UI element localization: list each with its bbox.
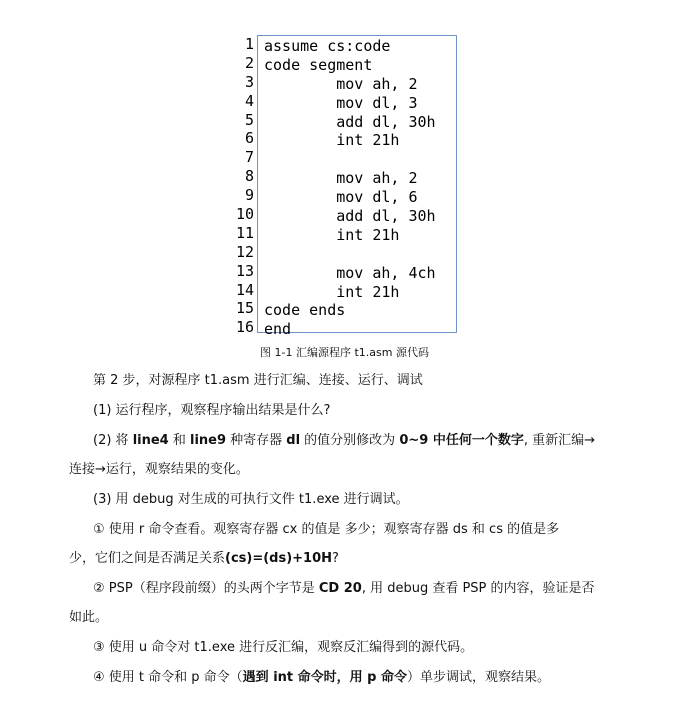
paragraph-question-2-cont: 连接→运行，观察结果的变化。 (69, 462, 249, 477)
line-number: 11 (235, 223, 254, 242)
line-number: 2 (244, 53, 254, 72)
paragraph-sub-4: ④ 使用 t 命令和 p 命令（遇到 int 命令时，用 p 命令）单步调试，观察结果。 (93, 670, 551, 685)
line-number: 8 (244, 167, 254, 186)
line-numbers (224, 35, 254, 337)
code-line: add dl, 30h (264, 207, 436, 226)
line-number: 7 (244, 148, 254, 167)
line-number: 16 (235, 318, 254, 337)
line-number: 13 (235, 261, 254, 280)
paragraph-question-2: (2) 将 line4 和 line9 种寄存器 dl 的值分别修改为 0~9 中任何一个数字, 重新汇编→ (93, 433, 595, 448)
code-line: int 21h (264, 225, 400, 244)
code-line (264, 150, 456, 169)
paragraph-step2: 第 2 步，对源程序 t1.asm 进行汇编、连接、运行、调试 (93, 373, 423, 388)
code-line: mov ah, 2 (264, 169, 418, 188)
line-number: 6 (244, 129, 254, 148)
code-line: end (264, 320, 292, 339)
code-line (264, 245, 456, 264)
code-line: mov ah, 2 (264, 74, 418, 93)
line-number: 15 (235, 299, 254, 318)
code-line: assume cs:code (264, 37, 391, 55)
code-line: int 21h (264, 131, 400, 150)
line-number: 5 (244, 110, 254, 129)
code-line: add dl, 30h (264, 112, 436, 131)
line-number: 1 (244, 35, 254, 53)
line-number: 14 (235, 280, 254, 299)
code-line: mov dl, 3 (264, 93, 418, 112)
line-number: 3 (244, 72, 254, 91)
code-line: code segment (264, 55, 373, 74)
code-line: code ends (264, 301, 346, 320)
code-line: int 21h (264, 282, 400, 301)
paragraph-sub-2-cont: 如此。 (69, 610, 109, 625)
line-number: 10 (235, 205, 254, 224)
paragraph-sub-3: ③ 使用 u 命令对 t1.exe 进行反汇编，观察反汇编得到的源代码。 (93, 640, 474, 655)
paragraph-sub-1: ① 使用 r 命令查看。观察寄存器 cx 的值是 多少；观察寄存器 ds 和 cs 的值是多 (93, 522, 560, 537)
paragraph-question-1: (1) 运行程序，观察程序输出结果是什么? (93, 403, 331, 418)
paragraph-sub-2: ② PSP（程序段前缀）的头两个字节是 CD 20, 用 debug 查看 PSP 的内容，验证是否 (93, 581, 595, 596)
line-number: 4 (244, 91, 254, 110)
code-box (257, 35, 457, 339)
paragraph-question-3: (3) 用 debug 对生成的可执行文件 t1.exe 进行调试。 (93, 492, 409, 507)
code-line: mov dl, 6 (264, 188, 418, 207)
code-line: mov ah, 4ch (264, 263, 436, 282)
paragraph-sub-1-cont: 少，它们之间是否满足关系(cs)=(ds)+10H? (69, 551, 339, 566)
figure-caption: 图 1-1 汇编源程序 t1.asm 源代码 (260, 346, 429, 359)
line-number: 9 (244, 186, 254, 205)
line-number: 12 (235, 242, 254, 261)
